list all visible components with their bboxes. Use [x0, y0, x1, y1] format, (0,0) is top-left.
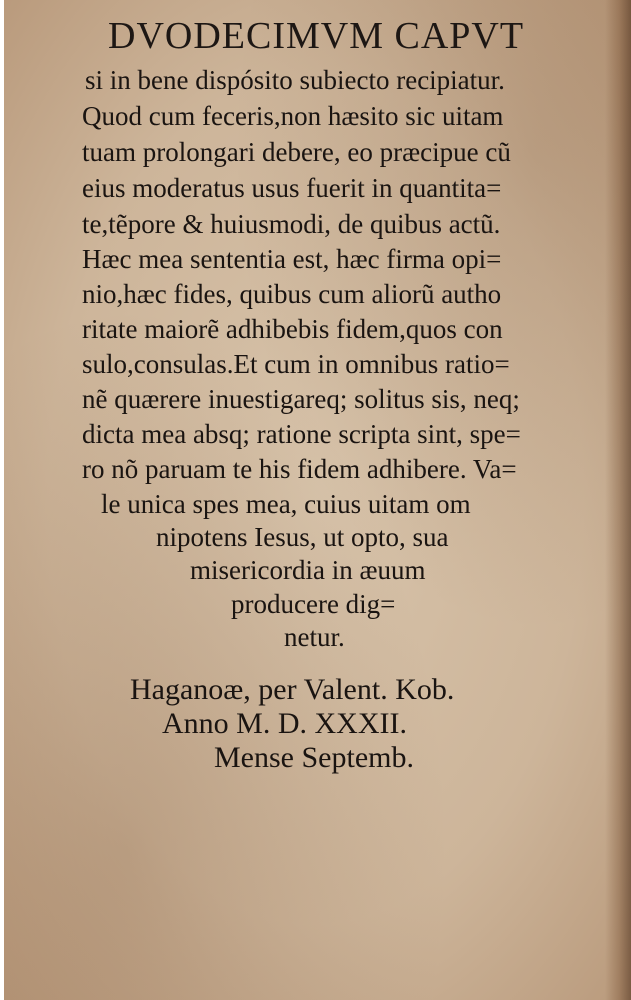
- chapter-heading: DVODECIMVM CAPVT: [108, 15, 525, 57]
- imprint-line: Haganoæ, per Valent. Kob.: [130, 673, 455, 706]
- text-line: sulo,consulas.Et cum in omnibus ratio=: [82, 349, 510, 379]
- text-line: nipotens Iesus, ut opto, sua: [156, 522, 449, 552]
- text-line: producere dig=: [231, 589, 396, 619]
- text-line: eius moderatus usus fuerit in quantita=: [82, 173, 502, 203]
- text-line: ro nõ paruam te his fidem adhibere. Va=: [82, 454, 517, 484]
- text-line: dicta mea absq; ratione scripta sint, spe=: [82, 419, 521, 449]
- text-line: nẽ quærere inuestigareq; solitus sis, neq;: [82, 384, 520, 414]
- text-line: te,tẽpore & huiusmodi, de quibus actũ.: [82, 209, 501, 239]
- text-line: tuam prolongari debere, eo præcipue cũ: [82, 137, 511, 167]
- text-line: Hæc mea sententia est, hæc firma opi=: [82, 244, 502, 274]
- page-gutter-shadow: [605, 0, 631, 1000]
- imprint-line: Mense Septemb.: [214, 741, 414, 774]
- text-line: Quod cum feceris,non hæsito sic uitam: [82, 101, 504, 131]
- text-line: netur.: [284, 622, 345, 652]
- text-line: si in bene dispósito subiecto recipiatur.: [85, 65, 505, 95]
- imprint-line: Anno M. D. XXXII.: [162, 707, 407, 740]
- scan-margin: [0, 0, 4, 1000]
- text-line: misericordia in æuum: [190, 555, 426, 585]
- text-line: ritate maiorẽ adhibebis fidem,quos con: [82, 314, 503, 344]
- text-line: nio,hæc fides, quibus cum aliorũ autho: [82, 279, 502, 309]
- text-line: le unica spes mea, cuius uitam om: [101, 489, 471, 519]
